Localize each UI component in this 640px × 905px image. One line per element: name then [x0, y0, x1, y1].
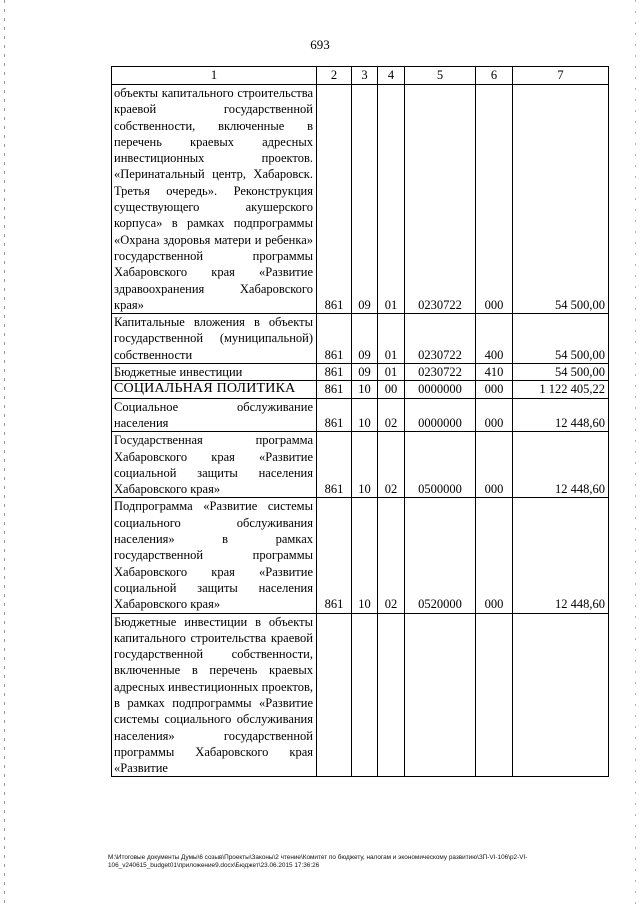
row-name: Социальное обслуживание населения [112, 398, 317, 432]
row-name: Бюджетные инвестиции [112, 364, 317, 381]
row-target-article: 0230722 [405, 85, 476, 314]
row-section [352, 613, 378, 777]
row-expense-type: 000 [476, 498, 513, 613]
row-expense-type [476, 613, 513, 777]
row-section: 10 [352, 432, 378, 498]
header-col-6: 6 [476, 67, 513, 85]
row-name: Подпрограмма «Развитие системы социального обслуживания населения» в рамках государственной программы Хабаровского края «Развитие социальной защиты населения Хабаровского края» [112, 498, 317, 613]
row-ministry: 861 [317, 314, 352, 364]
row-expense-type: 000 [476, 381, 513, 398]
row-target-article: 0500000 [405, 432, 476, 498]
budget-table [111, 66, 609, 777]
row-amount: 54 500,00 [513, 364, 609, 381]
header-col-5: 5 [405, 67, 476, 85]
row-target-article: 0230722 [405, 364, 476, 381]
row-name: СОЦИАЛЬНАЯ ПОЛИТИКА [112, 381, 317, 398]
row-target-article: 0520000 [405, 498, 476, 613]
row-target-article: 0000000 [405, 398, 476, 432]
row-expense-type: 000 [476, 432, 513, 498]
row-amount: 1 122 405,22 [513, 381, 609, 398]
row-subsection: 01 [378, 85, 405, 314]
table-row [112, 432, 609, 498]
row-expense-type: 410 [476, 364, 513, 381]
row-name: объекты капитального строительства краевой государственной собственности, включенные в перечень краевых адресных инвестиционных проектов. «Перинатальный центр, Хабаровск. Третья очередь». Реконструкция существующего акушерского корпуса» в рамках подпрограммы «Охрана здоровья матери и ребенка» государственной программы Хабаровского края «Развитие здравоохранения Хабаровского края» [112, 85, 317, 314]
row-amount: 54 500,00 [513, 314, 609, 364]
row-expense-type: 000 [476, 398, 513, 432]
row-name: Государственная программа Хабаровского края «Развитие социальной защиты населения Хабаровского края» [112, 432, 317, 498]
header-col-7: 7 [513, 67, 609, 85]
row-amount: 12 448,60 [513, 432, 609, 498]
row-amount [513, 613, 609, 777]
row-subsection: 00 [378, 381, 405, 398]
scan-edge-right [635, 0, 636, 905]
row-amount: 54 500,00 [513, 85, 609, 314]
table-row [112, 398, 609, 432]
file-path-footer: M:\Итоговые документы Думы\6 созыв\Проекты\Законы\2 чтение\Комитет по бюджету, налогам и экономическому развитию\ЗП-VI-106\р2-VI-106_v240615_budget01\приложение9.docx\Бюджет\23.06.2015 17:36:26 [108, 854, 528, 869]
row-subsection [378, 613, 405, 777]
table-row [112, 613, 609, 777]
row-ministry: 861 [317, 432, 352, 498]
row-target-article: 0230722 [405, 314, 476, 364]
table-row [112, 85, 609, 314]
row-section: 09 [352, 85, 378, 314]
row-target-article: 0000000 [405, 381, 476, 398]
row-amount: 12 448,60 [513, 398, 609, 432]
row-ministry: 861 [317, 381, 352, 398]
row-ministry [317, 613, 352, 777]
table-row [112, 314, 609, 364]
header-col-2: 2 [317, 67, 352, 85]
row-section: 10 [352, 381, 378, 398]
scan-edge-left [4, 0, 5, 905]
header-row [112, 67, 609, 85]
row-name: Бюджетные инвестиции в объекты капитального строительства краевой государственной собственности, включенные в перечень краевых адресных инвестиционных проектов, в рамках подпрограммы «Развитие системы социального обслуживания населения» государственной программы Хабаровского края «Развитие [112, 613, 317, 777]
header-col-1: 1 [112, 67, 317, 85]
row-section: 10 [352, 498, 378, 613]
row-expense-type: 000 [476, 85, 513, 314]
row-section: 10 [352, 398, 378, 432]
row-subsection: 02 [378, 432, 405, 498]
row-amount: 12 448,60 [513, 498, 609, 613]
row-section: 09 [352, 314, 378, 364]
table-row [112, 498, 609, 613]
row-subsection: 01 [378, 314, 405, 364]
row-target-article [405, 613, 476, 777]
row-subsection: 01 [378, 364, 405, 381]
row-section: 09 [352, 364, 378, 381]
page-number: 693 [310, 37, 330, 52]
header-col-4: 4 [378, 67, 405, 85]
row-ministry: 861 [317, 364, 352, 381]
row-subsection: 02 [378, 498, 405, 613]
table-row [112, 381, 609, 398]
row-subsection: 02 [378, 398, 405, 432]
row-name: Капитальные вложения в объекты государственной (муниципальной) собственности [112, 314, 317, 364]
row-ministry: 861 [317, 85, 352, 314]
row-expense-type: 400 [476, 314, 513, 364]
table-row [112, 364, 609, 381]
row-ministry: 861 [317, 498, 352, 613]
row-ministry: 861 [317, 398, 352, 432]
header-col-3: 3 [352, 67, 378, 85]
